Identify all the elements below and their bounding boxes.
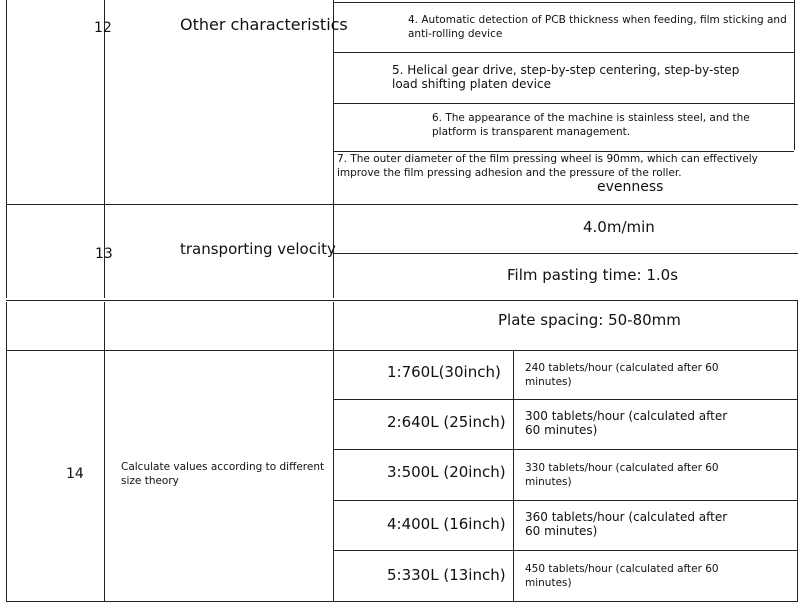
size-label: 3:500L (20inch): [387, 463, 506, 481]
detail-text: 5. Helical gear drive, step-by-step centering, step-by-step load shifting platen device: [392, 63, 740, 91]
grid-line: [6, 0, 7, 298]
grid-line: [6, 601, 798, 602]
detail-text: Film pasting time: 1.0s: [507, 266, 679, 284]
rate-text: 300 tablets/hour (calculated after 60 minutes): [525, 409, 728, 437]
grid-line: [333, 399, 798, 400]
rate-text: 330 tablets/hour (calculated after 60 minutes): [525, 462, 719, 488]
grid-line: [104, 302, 105, 602]
detail-text: 7. The outer diameter of the film pressing wheel is 90mm, which can effectively improve the film pressing adhesion and the pressure of the roller.: [337, 153, 758, 179]
grid-line: [333, 52, 794, 53]
detail-text: 6. The appearance of the machine is stainless steel, and the platform is transparent management.: [432, 112, 750, 138]
item-label: transporting velocity: [180, 240, 336, 258]
rate-text: 360 tablets/hour (calculated after 60 minutes): [525, 510, 728, 538]
grid-line: [333, 253, 798, 254]
grid-line: [797, 300, 798, 602]
grid-line: [6, 350, 798, 351]
grid-line: [6, 300, 798, 301]
detail-text: evenness: [597, 179, 664, 195]
grid-line: [333, 500, 798, 501]
size-label: 4:400L (16inch): [387, 515, 506, 533]
row-number: 13: [95, 246, 113, 262]
size-label: 1:760L(30inch): [387, 363, 501, 381]
detail-text: 4.0m/min: [583, 218, 655, 236]
grid-line: [794, 0, 795, 150]
grid-line: [333, 103, 794, 104]
item-label: Other characteristics: [180, 15, 348, 34]
grid-line: [333, 550, 798, 551]
row-number: 14: [66, 466, 84, 482]
item-label: Calculate values according to different size theory: [121, 461, 325, 487]
row-number: 12: [94, 20, 112, 36]
size-label: 5:330L (13inch): [387, 566, 506, 584]
grid-line: [6, 302, 7, 602]
grid-line: [333, 302, 334, 602]
rate-text: 450 tablets/hour (calculated after 60 minutes): [525, 563, 719, 589]
detail-text: Plate spacing: 50-80mm: [498, 311, 681, 329]
size-label: 2:640L (25inch): [387, 413, 506, 431]
grid-line: [333, 449, 798, 450]
detail-text: 4. Automatic detection of PCB thickness when feeding, film sticking and anti-rolling device: [408, 14, 787, 40]
rate-text: 240 tablets/hour (calculated after 60 minutes): [525, 362, 719, 388]
grid-line: [6, 204, 798, 205]
grid-line: [333, 2, 794, 3]
grid-line: [513, 350, 514, 602]
